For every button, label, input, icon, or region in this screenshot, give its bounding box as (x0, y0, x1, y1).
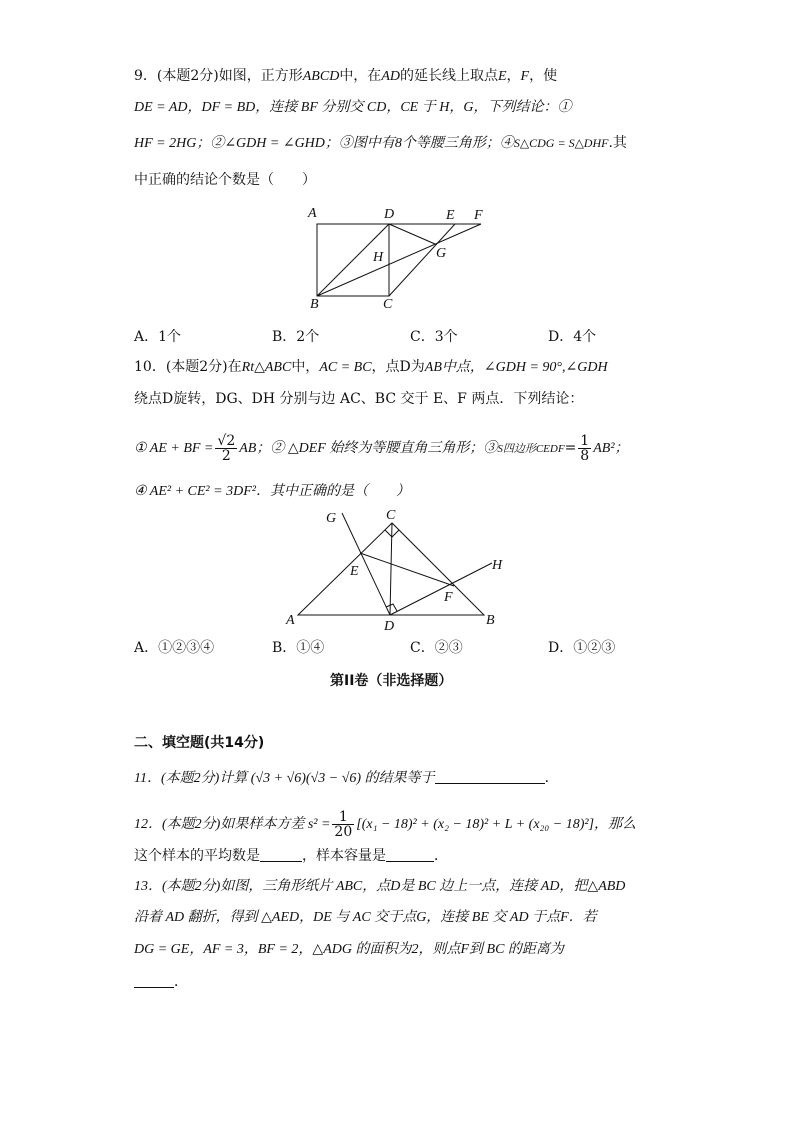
frac-num: 1 (332, 810, 354, 825)
q10-figure (280, 505, 520, 635)
q10-text: 中点，∠GDH = 90°,∠GDH (441, 360, 608, 375)
q11-text: 11．(本题2分)计算 (√3 + √6)(√3 − √6) 的结果等于 (134, 771, 435, 786)
q10-label-H: H (492, 558, 503, 573)
q10-text: 10．(本题2分)在 (134, 359, 242, 375)
q9-option-a[interactable]: A．1个 (134, 329, 182, 345)
q9-label-A: A (308, 206, 317, 221)
q10-option-a[interactable]: A．①②③④ (134, 640, 215, 656)
q13-line3: DG = GE，AF = 3，BF = 2，△ADG 的面积为2，则点F到 BC 的距离为 (134, 942, 564, 957)
q10-label-C: C (386, 508, 396, 523)
q12-line1 (134, 804, 636, 845)
q13-line1: 13．(本题2分)如图，三角形纸片 ABC，点D是 BC 边上一点，连接 AD，把△ABD (134, 879, 626, 894)
frac-den: 20 (334, 823, 353, 840)
q9-text: .其 (608, 135, 627, 151)
q10-claim1: ① AE + BF = (134, 441, 214, 456)
frac-den: 8 (580, 447, 590, 464)
q10-line3 (134, 428, 629, 469)
q9-label-F: F (474, 208, 483, 223)
q13-end: ． (174, 974, 188, 990)
q9-segment: AD (381, 69, 400, 84)
q10-option-b[interactable]: B．①④ (272, 640, 325, 656)
q12-text: 这个样本的平均数是 (134, 848, 260, 864)
part2-title: 第II卷（非选择题） (330, 673, 453, 689)
q12-text: ，样本容量是 (302, 848, 386, 864)
q10-option-d[interactable]: D．①②③ (548, 640, 616, 656)
q10-label-F: F (444, 590, 453, 605)
q9-line4: 中正确的结论个数是（ ） (134, 172, 316, 188)
q9-text: 9．(本题2分)如图，正方形 (134, 68, 303, 84)
q9-option-d[interactable]: D．4个 (548, 329, 597, 345)
q9-label-C: C (383, 297, 393, 312)
q10-text: ，点D为 (371, 359, 425, 375)
q9-option-c[interactable]: C．3个 (410, 329, 458, 345)
q9-label-G: G (436, 246, 447, 261)
q9-label-B: B (310, 297, 319, 312)
q9-line1 (134, 66, 557, 87)
q10-area-quad: S四边形CEDF (497, 443, 565, 455)
q9-text: ，使 (529, 68, 558, 84)
q12-end: ． (434, 848, 448, 864)
q9-label-H: H (373, 250, 384, 265)
q11-answer-blank[interactable] (435, 769, 545, 784)
q11-line (134, 768, 559, 789)
q10-condition: AC = BC (319, 360, 372, 375)
q10-eq: = (564, 440, 577, 456)
q9-point: E (497, 69, 507, 84)
q10-option-c[interactable]: C．②③ (410, 640, 463, 656)
q12-variance-expr: [(x₁ − 18)² + (x₂ − 18)² + L + (x₂₀ − 18)²]，那么 (356, 817, 637, 832)
q12-text: 12．(本题2分)如果样本方差 s² = (134, 817, 331, 832)
q9-line-DG (389, 224, 435, 244)
q12-fraction-1-over-20 (332, 810, 354, 839)
q9-figure (300, 200, 500, 315)
q9-point: F (520, 69, 530, 84)
q9-option-b[interactable]: B．2个 (272, 329, 320, 345)
q9-text: 的延长线上取点 (399, 68, 498, 84)
q9-square-name: ABCD (302, 69, 340, 84)
q9-text: ， (506, 68, 521, 84)
q10-fraction-sqrt2-over-2 (215, 434, 237, 463)
q9-text: 中，在 (339, 68, 382, 84)
q9-label-D: D (384, 207, 395, 222)
q13-line4 (134, 972, 188, 992)
q9-area-expr: S△CDG = S△DHF (513, 136, 609, 150)
frac-den: 2 (221, 447, 231, 464)
frac-num: √2 (217, 432, 236, 449)
q12-size-blank[interactable] (386, 847, 434, 862)
q10-label-A: A (286, 613, 295, 628)
q10-segment: AB (424, 360, 442, 375)
frac-num: 1 (580, 432, 590, 449)
q10-line4: ④ AE² + CE² = 3DF²．其中正确的是（ ） (134, 484, 410, 499)
q10-label-E: E (350, 564, 359, 579)
q10-line2: 绕点D旋转，DG、DH 分别与边 AC、BC 交于 E、F 两点．下列结论： (134, 391, 584, 407)
q13-answer-blank[interactable] (134, 973, 174, 988)
q9-line2: DE = AD，DF = BD，连接 BF 分别交 CD，CE 于 H，G，下列结论：① (134, 100, 572, 115)
q10-fraction-1-over-8 (578, 434, 591, 463)
q9-label-E: E (446, 208, 455, 223)
q10-claim3: AB²； (593, 441, 629, 456)
q10-text: 中， (291, 359, 320, 375)
q9-text: HF = 2HG；②∠GDH = ∠GHD；③图中有8个等腰三角形；④ (134, 136, 514, 151)
q10-label-G: G (326, 511, 337, 526)
q12-line2 (134, 846, 448, 866)
q10-label-B: B (486, 613, 495, 628)
q13-line2: 沿着 AD 翻折，得到 △AED，DE 与 AC 交于点G，连接 BE 交 AD 于点F．若 (134, 910, 597, 925)
q10-triangle: Rt△ABC (241, 360, 292, 375)
q11-end: ． (544, 770, 559, 786)
section2-title: 二、填空题(共14分) (134, 735, 265, 751)
q9-line3 (134, 133, 627, 154)
q10-claim2: AB；② △DEF 始终为等腰直角三角形；③ (239, 441, 498, 456)
q10-label-D: D (384, 619, 395, 634)
q10-line1 (134, 357, 608, 378)
q12-mean-blank[interactable] (260, 847, 302, 862)
